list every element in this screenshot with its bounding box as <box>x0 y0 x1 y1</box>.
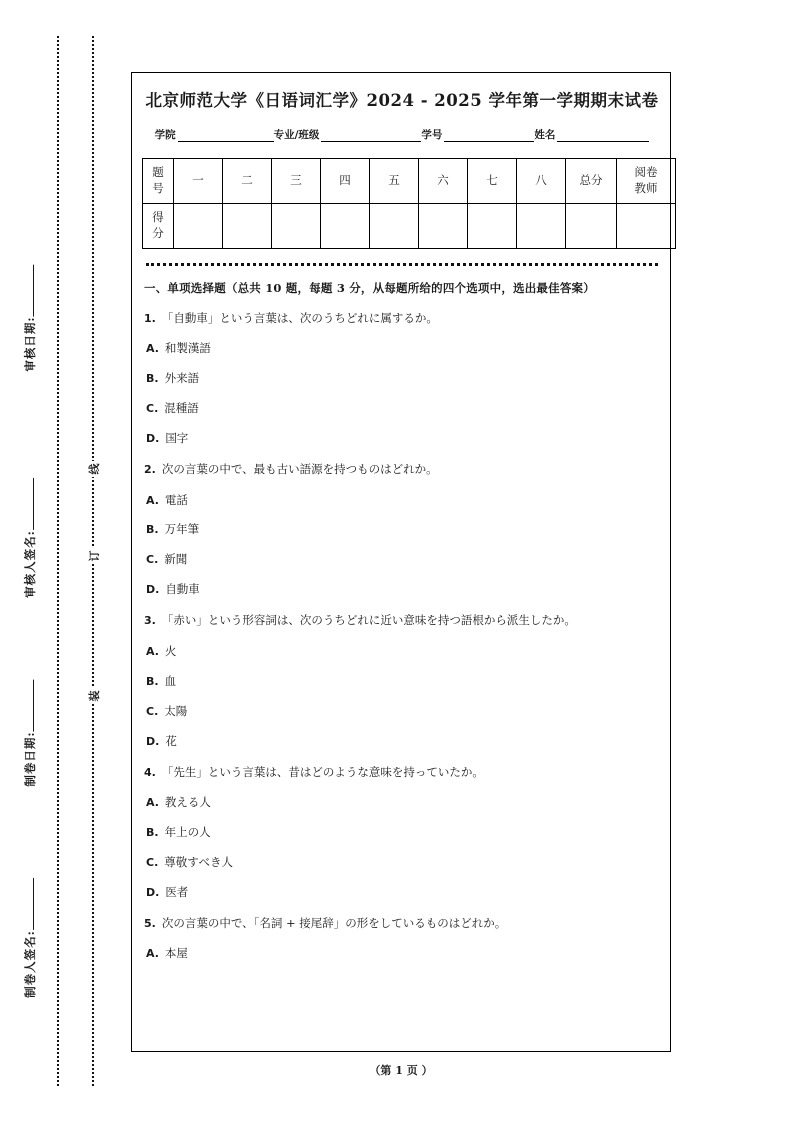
question-3-option-d[interactable] <box>146 733 662 750</box>
binding-word-zhuang: 装 <box>83 688 105 704</box>
question-2-option-a[interactable] <box>146 492 662 509</box>
margin-label-paper-maker-date-blank <box>33 679 34 731</box>
field-major-class <box>274 127 422 142</box>
field-student-id-input[interactable] <box>444 129 534 142</box>
field-major-class-input[interactable] <box>321 129 421 142</box>
question-4-option-c[interactable] <box>146 854 662 871</box>
field-student-id <box>421 127 534 142</box>
field-college-label: 学院 <box>154 128 176 141</box>
score-cell-total[interactable] <box>566 203 617 248</box>
question-5-option-a-letter: A. <box>146 947 159 961</box>
score-cell-7[interactable] <box>468 203 517 248</box>
question-2-option-c-letter: C. <box>146 553 159 567</box>
field-major-class-label: 专业/班级 <box>273 128 320 141</box>
question-3-option-a-letter: A. <box>146 644 159 658</box>
score-cell-4[interactable] <box>321 203 370 248</box>
field-name-label: 姓名 <box>534 128 556 141</box>
question-3-option-d-letter: D. <box>146 734 160 748</box>
score-table-col-total: 总分 <box>566 158 617 203</box>
score-cell-2[interactable] <box>223 203 272 248</box>
score-cell-6[interactable] <box>419 203 468 248</box>
question-1-option-a-text: 和製漢語 <box>164 341 211 356</box>
question-1-option-d[interactable] <box>146 430 662 447</box>
margin-label-paper-maker-signature-text: 制卷人签名: <box>23 930 37 998</box>
question-2-option-b[interactable] <box>146 521 662 538</box>
question-2-option-c[interactable] <box>146 551 662 568</box>
question-4-option-b-text: 年上の人 <box>164 824 211 839</box>
margin-label-auditor-signature-text: 审核人签名: <box>23 530 37 598</box>
score-table-col-2: 二 <box>223 158 272 203</box>
question-1-option-d-text: 国字 <box>165 431 189 446</box>
question-2-number: 2. <box>144 463 156 477</box>
question-3-option-b[interactable] <box>146 673 662 690</box>
question-1-option-d-letter: D. <box>146 432 160 446</box>
teacher-label-line-2: 教师 <box>634 180 658 195</box>
question-3-number: 3. <box>144 614 156 628</box>
score-cell-8[interactable] <box>517 203 566 248</box>
page-title: 北京师范大学《日语词汇学》2024 - 2025 学年第一学期期末试卷 <box>145 91 659 110</box>
question-4-option-a-letter: A. <box>146 796 159 810</box>
outer-binding-dotted-line <box>57 36 59 1086</box>
question-1-option-a-letter: A. <box>146 342 159 356</box>
question-3-option-d-text: 花 <box>165 733 177 748</box>
question-1-option-b[interactable] <box>146 370 662 387</box>
question-1 <box>142 310 662 447</box>
margin-label-audit-date-blank <box>33 264 34 316</box>
question-4-option-a-text: 教える人 <box>164 795 211 810</box>
question-2-stem <box>144 461 662 479</box>
question-3-option-c-letter: C. <box>146 704 159 718</box>
question-3-option-c[interactable] <box>146 703 662 720</box>
student-identity-line <box>142 127 662 142</box>
question-3-option-a-text: 火 <box>164 643 177 658</box>
section-divider <box>146 263 658 266</box>
question-4-stem <box>144 764 662 782</box>
margin-label-auditor-signature-blank <box>33 478 34 530</box>
question-3-text: 「赤い」という形容詞は、次のうちどれに近い意味を持つ語根から派生したか。 <box>161 613 576 628</box>
question-list <box>142 310 662 962</box>
question-4-number: 4. <box>144 765 156 779</box>
score-table-col-teacher <box>617 158 676 203</box>
question-4-option-b-letter: B. <box>146 825 159 839</box>
question-2-option-c-text: 新聞 <box>164 552 188 567</box>
question-2-text: 次の言葉の中で、最も古い語源を持つものはどれか。 <box>161 462 438 477</box>
score-label-char-2: 分 <box>152 225 164 240</box>
question-1-option-b-letter: B. <box>146 372 159 386</box>
margin-label-paper-maker-date <box>22 679 38 786</box>
question-5 <box>142 915 662 962</box>
question-4 <box>142 764 662 901</box>
question-3-stem <box>144 612 662 630</box>
score-table <box>142 158 676 249</box>
question-5-stem <box>144 915 662 933</box>
question-5-number: 5. <box>144 916 156 930</box>
question-5-option-a[interactable] <box>146 945 662 962</box>
question-4-option-c-text: 尊敬すべき人 <box>164 854 234 869</box>
question-1-option-c-letter: C. <box>146 402 159 416</box>
row-label-char-2: 号 <box>152 180 164 195</box>
section-heading: 一、单项选择题（总共 10 题，每题 3 分，从每题所给的四个选项中，选出最佳答案） <box>144 280 595 295</box>
question-2-option-a-letter: A. <box>146 493 159 507</box>
margin-label-paper-maker-date-text: 制卷日期: <box>23 731 37 787</box>
score-table-col-5: 五 <box>370 158 419 203</box>
question-4-text: 「先生」という言葉は、昔はどのような意味を持っていたか。 <box>161 764 484 779</box>
question-1-number: 1. <box>144 311 156 325</box>
score-cell-5[interactable] <box>370 203 419 248</box>
question-3 <box>142 612 662 749</box>
question-3-option-b-letter: B. <box>146 674 159 688</box>
margin-label-audit-date <box>22 264 38 371</box>
score-cell-1[interactable] <box>174 203 223 248</box>
question-1-option-c[interactable] <box>146 400 662 417</box>
page-footer: （第 1 页 ） <box>369 1064 433 1077</box>
exam-paper-frame <box>131 72 671 1052</box>
table-row-question-numbers <box>143 158 676 203</box>
score-cell-3[interactable] <box>272 203 321 248</box>
field-student-id-label: 学号 <box>421 128 443 141</box>
question-1-stem <box>144 310 662 328</box>
question-4-option-d[interactable] <box>146 884 662 901</box>
score-table-col-7: 七 <box>468 158 517 203</box>
field-college-input[interactable] <box>178 129 274 142</box>
question-4-option-a[interactable] <box>146 794 662 811</box>
score-table-row-label-question-number <box>143 158 174 203</box>
question-2-option-d-letter: D. <box>146 583 160 597</box>
question-2-option-b-letter: B. <box>146 523 159 537</box>
score-table-col-1: 一 <box>174 158 223 203</box>
question-4-option-c-letter: C. <box>146 855 159 869</box>
question-2-option-d[interactable] <box>146 581 662 598</box>
question-5-text: 次の言葉の中で、「名詞 + 接尾辞」の形をしているものはどれか。 <box>161 915 507 930</box>
score-label-char-1: 得 <box>152 210 164 225</box>
score-cell-teacher[interactable] <box>617 203 676 248</box>
field-name-input[interactable] <box>557 129 649 142</box>
question-4-option-d-text: 医者 <box>165 884 189 899</box>
score-table-col-6: 六 <box>419 158 468 203</box>
question-4-option-d-letter: D. <box>146 885 160 899</box>
margin-label-audit-date-text: 审核日期: <box>23 316 37 372</box>
question-4-option-b[interactable] <box>146 824 662 841</box>
question-2 <box>142 461 662 598</box>
teacher-label-line-1: 阅卷 <box>634 165 658 180</box>
question-3-option-c-text: 太陽 <box>164 703 188 718</box>
binding-word-xian: 线 <box>83 461 105 477</box>
left-margin-labels <box>0 0 60 1122</box>
question-1-text: 「自動車」という言葉は、次のうちどれに属するか。 <box>161 310 438 325</box>
question-2-option-a-text: 電話 <box>164 492 188 507</box>
binding-word-ding: 订 <box>83 548 105 564</box>
score-table-col-3: 三 <box>272 158 321 203</box>
table-row-scores <box>143 203 676 248</box>
question-1-option-c-text: 混種語 <box>164 401 199 416</box>
question-2-option-b-text: 万年筆 <box>164 522 200 537</box>
margin-label-paper-maker-signature-blank <box>33 878 34 930</box>
question-3-option-b-text: 血 <box>164 673 177 688</box>
margin-label-paper-maker-signature <box>22 878 38 998</box>
question-3-option-a[interactable] <box>146 643 662 660</box>
score-table-row-label-score <box>143 203 174 248</box>
score-table-col-4: 四 <box>321 158 370 203</box>
field-college <box>155 127 274 142</box>
question-1-option-a[interactable] <box>146 340 662 357</box>
question-5-option-a-text: 本屋 <box>164 946 188 961</box>
margin-label-auditor-signature <box>22 478 38 598</box>
row-label-char-1: 题 <box>152 165 164 180</box>
question-1-option-b-text: 外来語 <box>164 371 200 386</box>
question-2-option-d-text: 自動車 <box>165 582 200 597</box>
field-name <box>534 127 649 142</box>
score-table-col-8: 八 <box>517 158 566 203</box>
